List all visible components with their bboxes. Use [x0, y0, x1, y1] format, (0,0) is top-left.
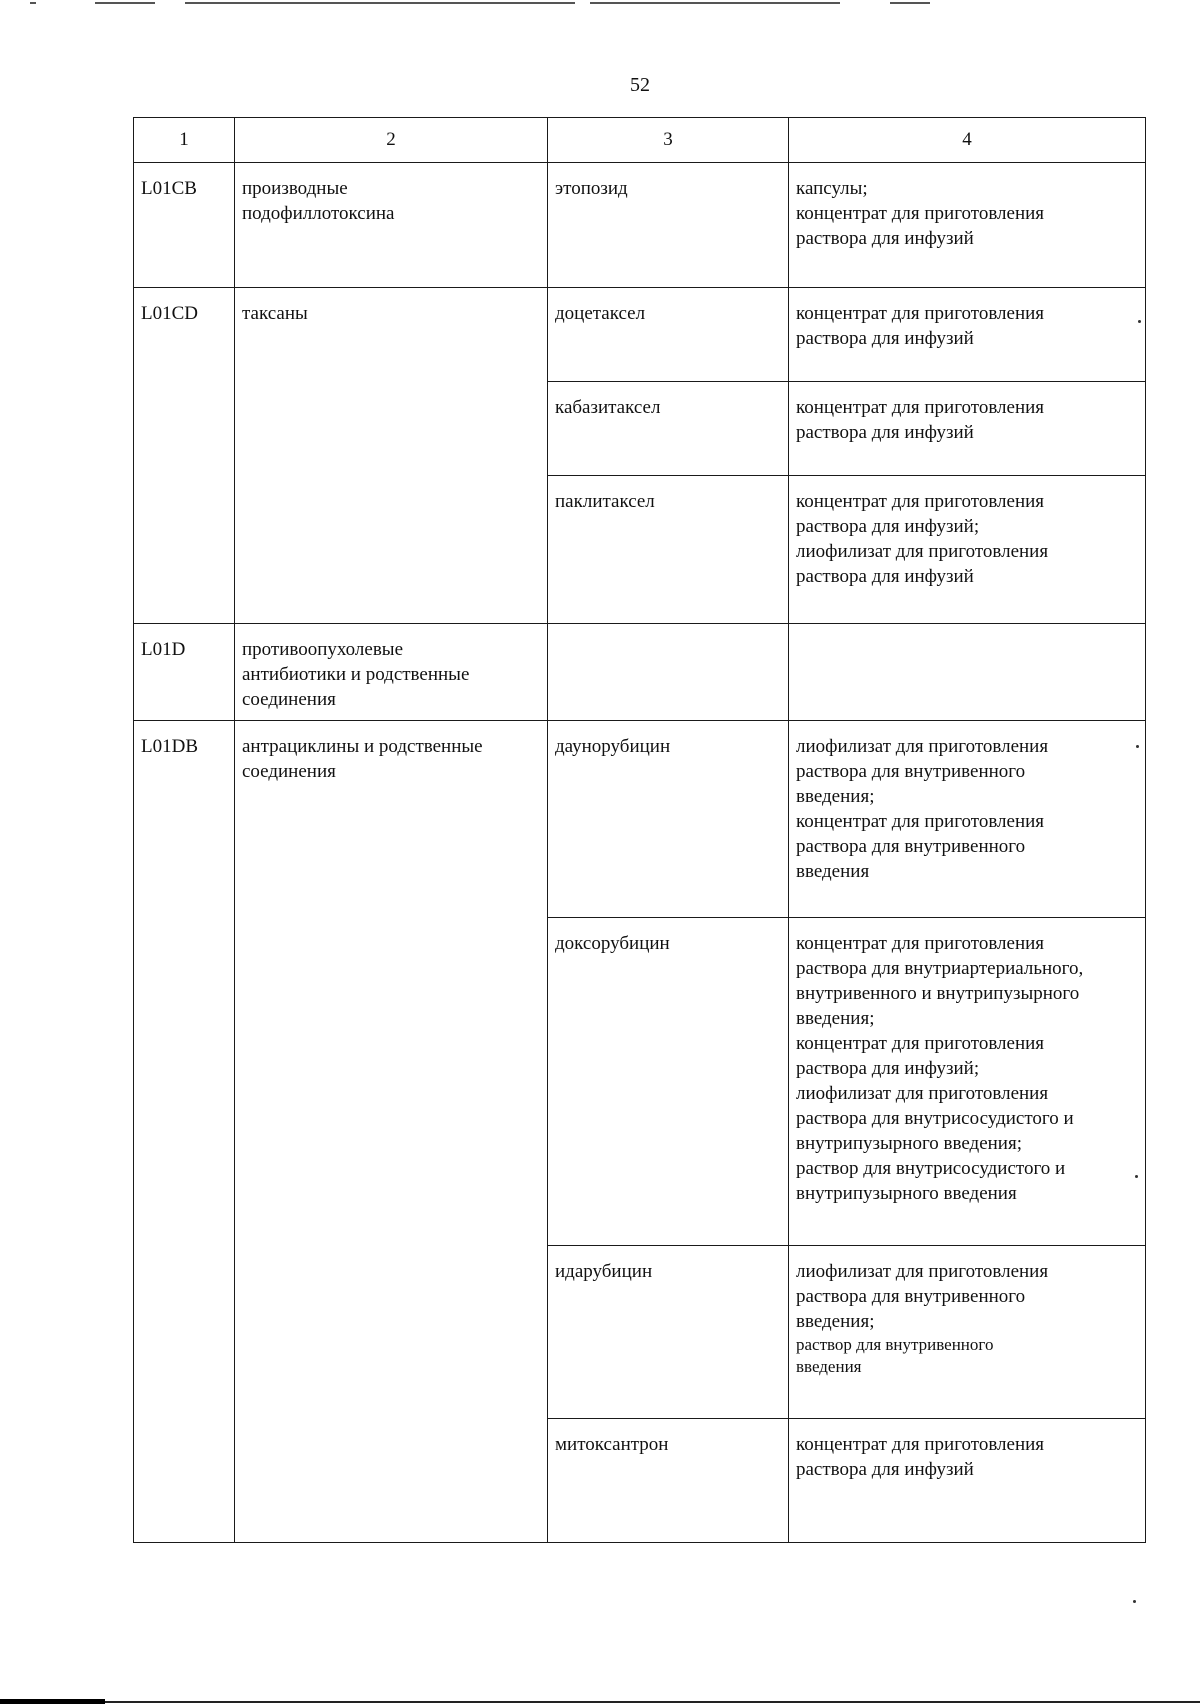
scan-speck [1133, 1600, 1136, 1603]
dosage-forms-small: раствор для внутривенного введения [796, 1335, 994, 1376]
table-row [134, 288, 1146, 382]
atc-code: L01CD [134, 288, 235, 624]
drug-name: паклитаксел [548, 476, 789, 624]
group-name: таксаны [235, 288, 548, 624]
drug-name: даунорубицин [548, 721, 789, 918]
scan-speck [1138, 320, 1141, 323]
drug-name: кабазитаксел [548, 382, 789, 476]
table-header-row [134, 118, 1146, 163]
group-name: противоопухолевые антибиотики и родственные соединения [235, 624, 548, 721]
scan-speck [1135, 1175, 1138, 1178]
dosage-forms: лиофилизат для приготовления раствора для внутривенного введения; [796, 1261, 1049, 1332]
medication-table [133, 117, 1146, 1543]
dosage-forms [789, 624, 1146, 721]
dosage-forms: концентрат для приготовления раствора для инфузий; лиофилизат для приготовления раствора для инфузий [789, 476, 1146, 624]
column-header-4: 4 [789, 118, 1146, 163]
dosage-forms: концентрат для приготовления раствора для инфузий [789, 288, 1146, 382]
table-row [134, 163, 1146, 288]
atc-code: L01DB [134, 721, 235, 1543]
dosage-forms: лиофилизат для приготовления раствора для внутривенного введения; концентрат для приготовления раствора для внутривенного введения [789, 721, 1146, 918]
scan-artifact-bottom [0, 1697, 1200, 1705]
drug-name: идарубицин [548, 1246, 789, 1419]
column-header-1: 1 [134, 118, 235, 163]
group-name: антрациклины и родственные соединения [235, 721, 548, 1543]
dosage-forms: концентрат для приготовления раствора для внутриартериального, внутривенного и внутрипузырного введения; концентрат для приготовления раствора для инфузий; лиофилизат для приготовления раствора для внутрисосудистого и внутрипузырного введения; раствор для внутрисосудистого и внутрипузырного введения [789, 918, 1146, 1246]
dosage-forms: концентрат для приготовления раствора для инфузий [789, 1419, 1146, 1543]
dosage-forms-cell [789, 1246, 1146, 1419]
column-header-3: 3 [548, 118, 789, 163]
scan-speck [1136, 745, 1139, 748]
dosage-forms: капсулы; концентрат для приготовления раствора для инфузий [789, 163, 1146, 288]
drug-name: доцетаксел [548, 288, 789, 382]
drug-name: доксорубицин [548, 918, 789, 1246]
drug-name: митоксантрон [548, 1419, 789, 1543]
atc-code: L01CB [134, 163, 235, 288]
atc-code: L01D [134, 624, 235, 721]
drug-name: этопозид [548, 163, 789, 288]
page-number: 52 [630, 74, 650, 96]
table-row [134, 721, 1146, 918]
column-header-2: 2 [235, 118, 548, 163]
scan-artifact-top [0, 0, 1200, 8]
table-row [134, 624, 1146, 721]
dosage-forms: концентрат для приготовления раствора для инфузий [789, 382, 1146, 476]
group-name: производные подофиллотоксина [235, 163, 548, 288]
drug-name [548, 624, 789, 721]
